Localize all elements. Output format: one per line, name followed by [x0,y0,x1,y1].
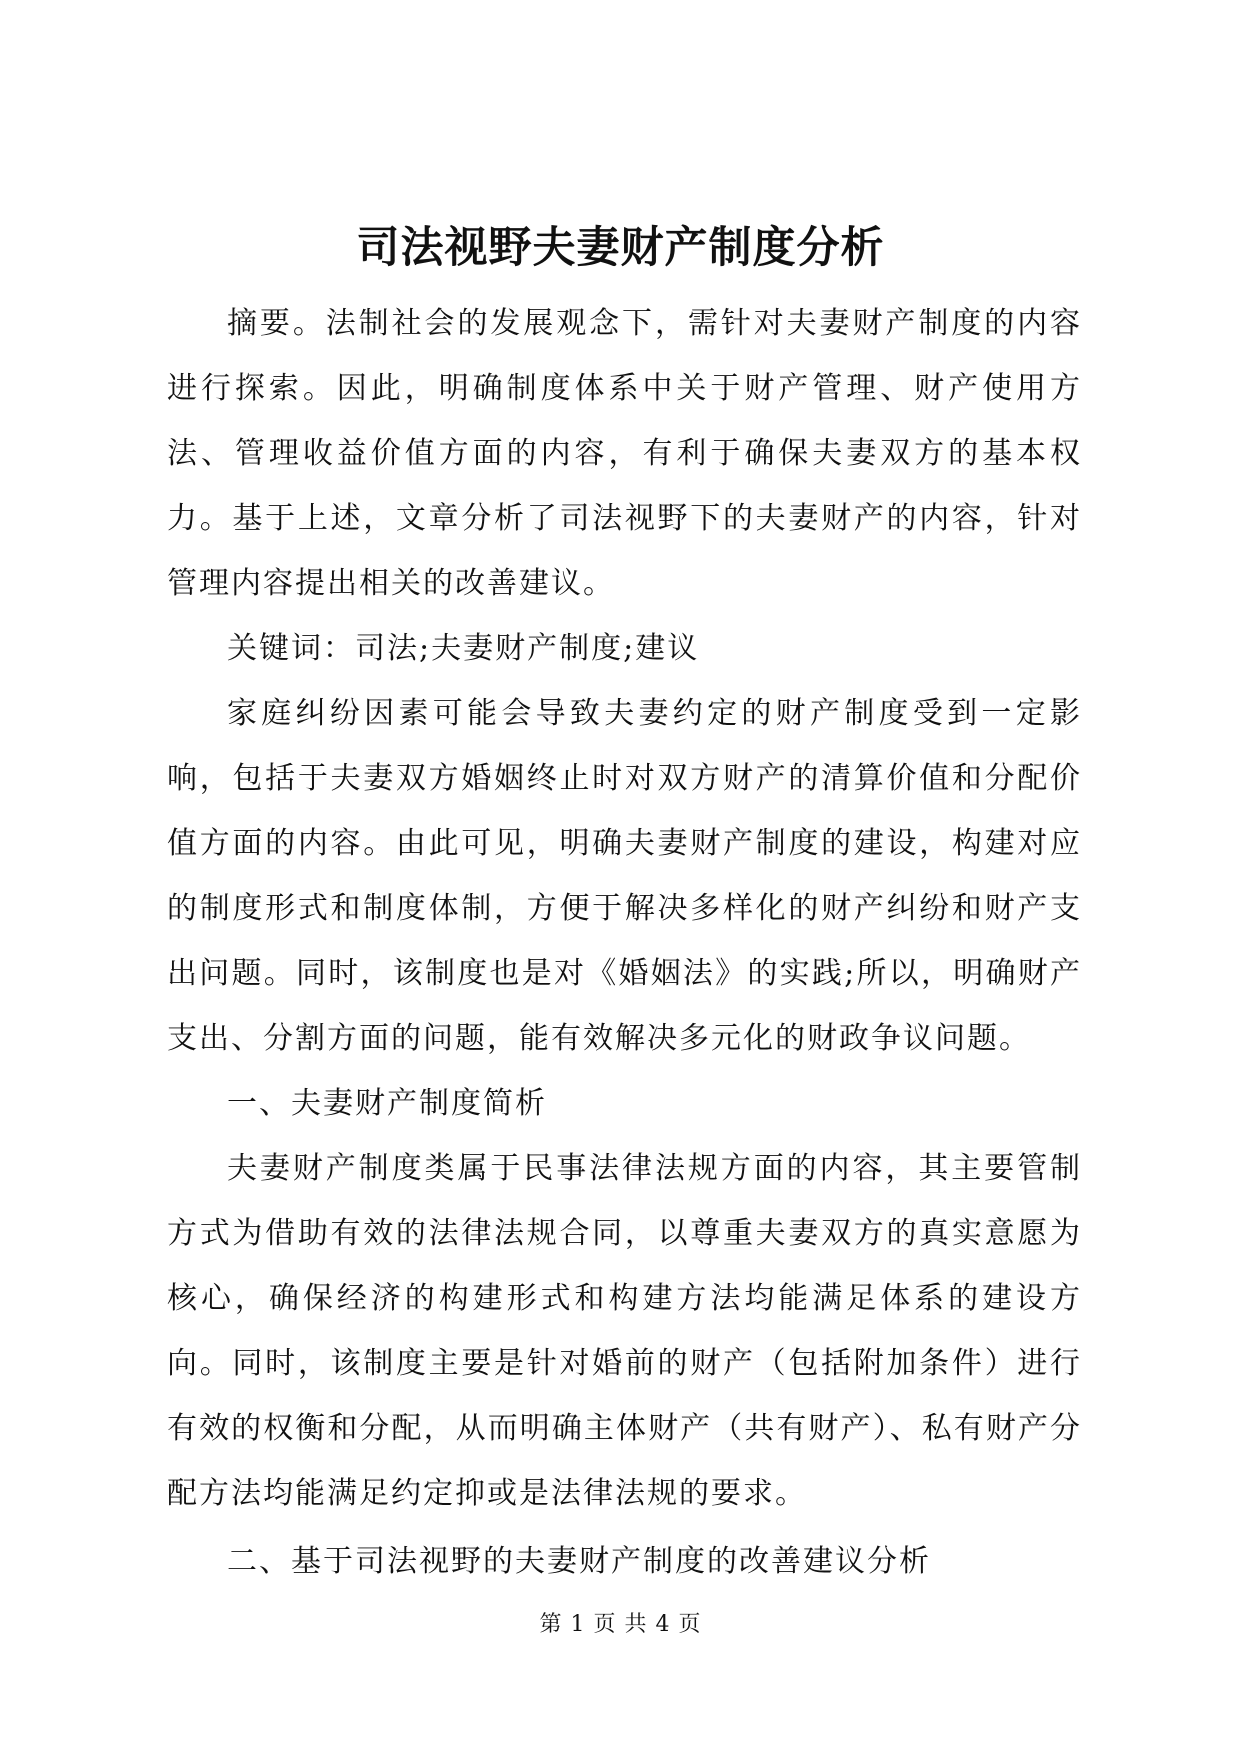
keywords-line: 关键词：司法;夫妻财产制度;建议 [227,631,700,666]
section-1-paragraph: 夫妻财产制度类属于民事法律法规方面的内容，其主要管制方式为借助有效的法律法规合同，以尊重夫妻双方的真实意愿为核心，确保经济的构建形式和构建方法均能满足体系的建设方向。同时，该制度主要是针对婚前的财产（包括附加条件）进行有效的权衡和分配，从而明确主体财产（共有财产）、私有财产分配方法均能满足约定抑或是法律法规的要求。 [167,1151,1082,1511]
abstract-paragraph: 摘要。法制社会的发展观念下，需针对夫妻财产制度的内容进行探索。因此，明确制度体系中关于财产管理、财产使用方法、管理收益价值方面的内容，有利于确保夫妻双方的基本权力。基于上述，文章分析了司法视野下的夫妻财产的内容，针对管理内容提出相关的改善建议。 [167,306,1082,601]
page-number-footer: 第 1 页 共 4 页 [539,1612,702,1637]
section-2-heading: 二、基于司法视野的夫妻财产制度的改善建议分析 [227,1544,931,1579]
document-title: 司法视野夫妻财产制度分析 [356,223,885,273]
intro-paragraph: 家庭纠纷因素可能会导致夫妻约定的财产制度受到一定影响，包括于夫妻双方婚姻终止时对双方财产的清算价值和分配价值方面的内容。由此可见，明确夫妻财产制度的建设，构建对应的制度形式和制度体制，方便于解决多样化的财产纠纷和财产支出问题。同时，该制度也是对《婚姻法》的实践;所以，明确财产支出、分割方面的问题，能有效解决多元化的财政争议问题。 [167,696,1082,1056]
section-1-heading: 一、夫妻财产制度简析 [227,1086,547,1121]
document-body [167,291,1082,1594]
